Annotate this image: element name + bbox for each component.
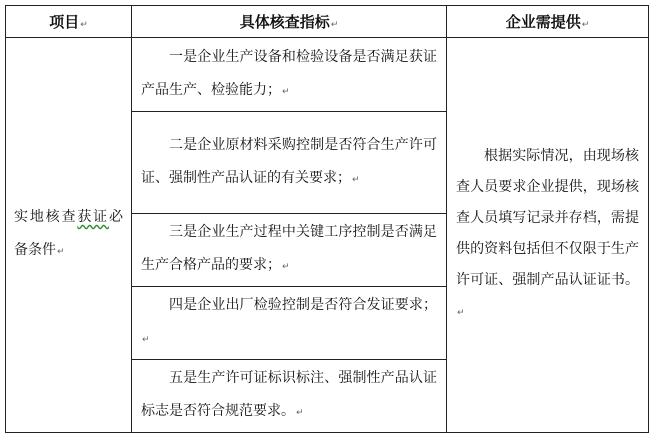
criterion-text: 四是企业出厂检验控制是否符合发证要求；↵ [142,297,437,345]
criterion-cell [132,360,447,433]
criterion-cell [132,287,447,360]
item-label: 实地核查获证必备条件↵ [14,209,124,258]
paragraph-mark-icon: ↵ [57,247,65,257]
criterion-text: 五是生产许可证标识标注、强制性产品认证标志是否符合规范要求。↵ [141,370,437,419]
criterion-cell [132,112,447,214]
item-cell [6,38,132,433]
spellcheck-underline: 获证 [77,209,110,225]
paragraph-mark-icon: ↵ [330,20,339,30]
header-indicators [132,6,447,38]
paragraph-mark-icon: ↵ [296,408,304,418]
paragraph-mark-icon: ↵ [581,20,590,30]
provide-cell [447,38,649,433]
criterion-cell [132,214,447,287]
inspection-table [5,5,649,433]
header-provide [447,6,649,38]
criterion-text: 一是企业生产设备和检验设备是否满足获证产品生产、检验能力；↵ [141,48,437,98]
criterion-text: 三是企业生产过程中关键工序控制是否满足生产合格产品的要求；↵ [141,224,437,273]
paragraph-mark-icon: ↵ [80,20,88,30]
header-provide-label: 企业需提供 [505,13,581,31]
criterion-text: 二是企业原材料采购控制是否符合生产许可证、强制性产品认证的有关要求；↵ [141,136,437,186]
paragraph-mark-icon: ↵ [142,335,150,345]
paragraph-mark-icon: ↵ [282,262,290,272]
header-indicators-label: 具体核查指标 [239,13,330,31]
paragraph-mark-icon: ↵ [282,86,290,97]
paragraph-mark-icon: ↵ [352,174,360,185]
header-item [6,6,132,38]
header-row [6,6,649,38]
table-row [6,38,649,112]
header-item-label: 项目 [49,13,80,31]
paragraph-mark-icon: ↵ [457,308,465,318]
provide-text: 根据实际情况，由现场核查人员要求企业提供，现场核查人员填写记录并存档，需提供的资料包括但不仅限于生产许可证、强制产品认证证书。↵ [456,148,639,318]
criterion-cell [132,38,447,112]
